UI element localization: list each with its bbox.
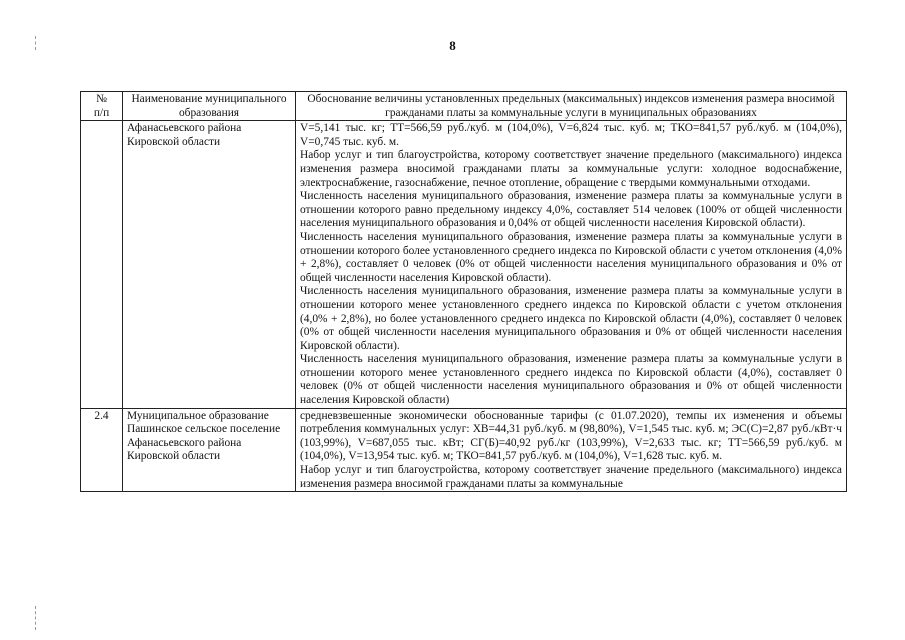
header-number: № п/п (81, 92, 123, 121)
row-number (81, 121, 123, 408)
scan-margin-mark (35, 36, 37, 50)
justification-cell (296, 121, 847, 408)
justification-cell (296, 408, 847, 492)
header-justification: Обоснование величины установленных предельных (максимальных) индексов изменения размера вносимой гражданами платы за коммунальные услуги в муниципальных образованиях (296, 92, 847, 121)
scan-margin-mark (35, 606, 37, 630)
justification-paragraph: V=5,141 тыс. кг; ТТ=566,59 руб./куб. м (104,0%), V=6,824 тыс. куб. м; ТКО=841,57 руб./куб. м (104,0%), V=0,745 тыс. куб. м. (300, 122, 842, 148)
justification-paragraph: Численность населения муниципального образования, изменение размера платы за коммунальные услуги в отношении которого менее установленного среднего индекса по Кировской области (4,0%), составляет 0 человек (0% от общей численности населения муниципального образования и 0% от общей численности населения Кировской области) (300, 353, 842, 407)
table-header-row (81, 92, 847, 121)
municipality-name: Муниципальное образование Пашинское сельское поселение Афанасьевского района Кировской области (123, 408, 296, 492)
table-row (81, 408, 847, 492)
municipality-name: Афанасьевского района Кировской области (123, 121, 296, 408)
justification-paragraph: Численность населения муниципального образования, изменение размера платы за коммунальные услуги в отношении которого более установленного среднего индекса по Кировской области с учетом отклонения (4,0% + 2,8%), составляет 0 человек (0% от общей численности населения муниципального образования и 0% от общей численности населения Кировской области). (300, 230, 842, 284)
justification-paragraph: Набор услуг и тип благоустройства, которому соответствует значение предельного (максимального) индекса изменения размера вносимой гражданами платы за коммунальные услуги: холодное водоснабжение, электроснабжение, газоснабжение, печное отопление, обращение с твердыми коммунальными отходами. (300, 149, 842, 189)
justification-paragraph: средневзвешенные экономически обоснованные тарифы (с 01.07.2020), темпы их изменения и объемы потребления коммунальных услуг: ХВ=44,31 руб./куб. м (98,80%), V=1,545 тыс. куб. м; ЭС(С)=2,87 руб./кВт·ч (103,99%), V=687,055 тыс. кВт; СГ(Б)=40,92 руб./кг (103,99%), V=2,633 тыс. кг; ТТ=566,59 руб./куб. м (104,0%), V=13,954 тыс. куб. м; ТКО=841,57 руб./куб. м (104,0%), V=1,628 тыс. куб. м. (300, 409, 842, 463)
header-municipality-name: Наименование муниципального образования (123, 92, 296, 121)
justification-paragraph: Численность населения муниципального образования, изменение размера платы за коммунальные услуги в отношении которого равно предельному индексу 4,0%, составляет 514 человек (100% от общей численности населения муниципального образования и 0,04% от общей численности населения Кировской области). (300, 190, 842, 230)
justification-paragraph: Набор услуг и тип благоустройства, которому соответствует значение предельного (максимального) индекса изменения размера вносимой гражданами платы за коммунальные (300, 464, 842, 490)
page-number: 8 (449, 38, 456, 53)
row-number: 2.4 (81, 408, 123, 492)
tariff-table (80, 91, 847, 492)
justification-paragraph: Численность населения муниципального образования, изменение размера платы за коммунальные услуги в отношении которого менее установленного среднего индекса по Кировской области с учетом отклонения (4,0% + 2,8%), но более установленного среднего индекса по Кировской области (4,0%), составляет 0 человек (0% от общей численности населения муниципального образования и 0% от общей численности населения Кировской области). (300, 285, 842, 352)
table-row (81, 121, 847, 408)
